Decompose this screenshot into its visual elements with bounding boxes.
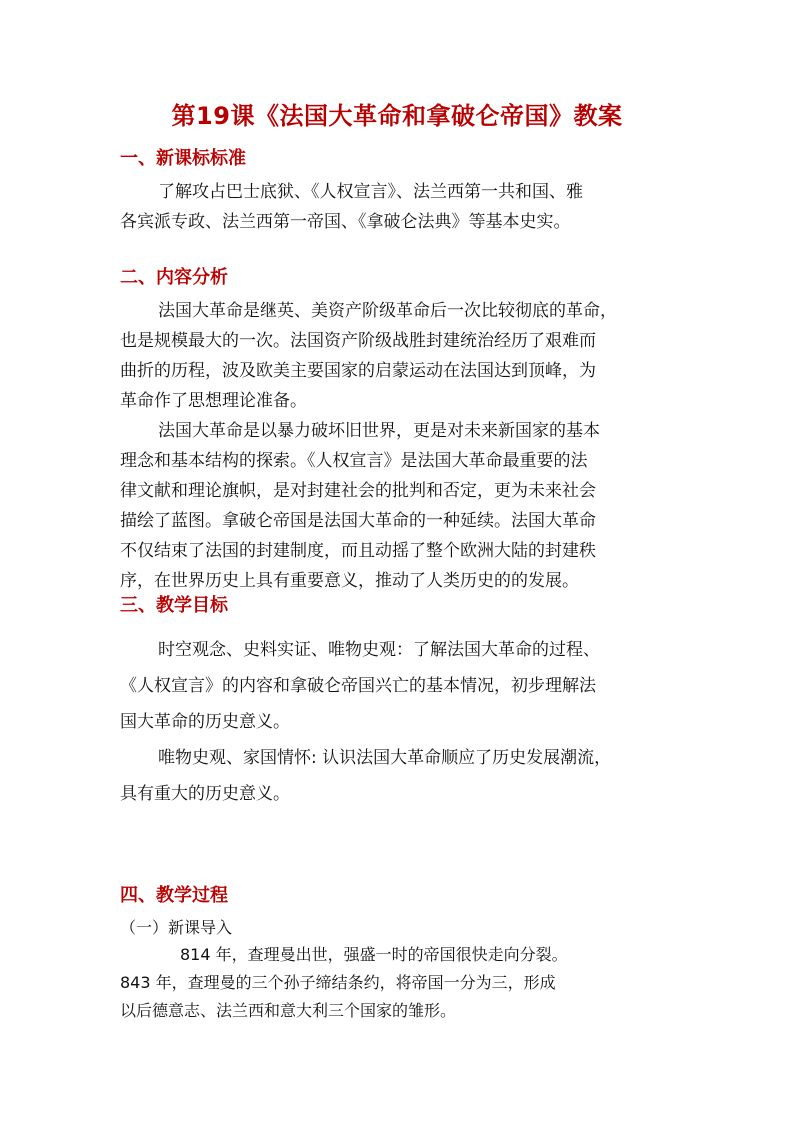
paragraph-line: 时空观念、史料实证、唯物史观：了解法国大革命的过程、 bbox=[158, 640, 600, 660]
section-heading-content-analysis: 二、内容分析 bbox=[120, 267, 228, 288]
paragraph-line: 以后德意志、法兰西和意大利三个国家的雏形。 bbox=[120, 1001, 457, 1020]
paragraph-line: 曲折的历程，波及欧美主要国家的启蒙运动在法国达到顶峰，为 bbox=[120, 361, 596, 381]
paragraph-line: 革命作了思想理论准备。 bbox=[120, 391, 307, 411]
content-analysis-paragraph-2 bbox=[120, 416, 680, 596]
section-heading-teaching-process: 四、教学过程 bbox=[120, 885, 228, 906]
paragraph-line: 了解攻占巴士底狱、《人权宣言》、法兰西第一共和国、雅 bbox=[158, 182, 583, 202]
paragraph-line: 法国大革命是继英、美资产阶级革命后一次比较彻底的革命， bbox=[158, 301, 617, 321]
paragraph-line: 843 年，查理曼的三个孙子缔结条约，将帝国一分为三，形成 bbox=[120, 973, 556, 992]
paragraph-line: 唯物史观、家国情怀: 认识法国大革命顺应了历史发展潮流， bbox=[158, 748, 612, 768]
paragraph-line: 《人权宣言》的内容和拿破仑帝国兴亡的基本情况，初步理解法 bbox=[120, 676, 596, 696]
paragraph-line: 具有重大的历史意义。 bbox=[120, 784, 290, 804]
paragraph-line: 律文献和理论旗帜，是对封建社会的批判和否定，更为未来社会 bbox=[120, 481, 596, 501]
curriculum-standard-paragraph bbox=[120, 177, 680, 237]
paragraph-line: 也是规模最大的一次。法国资产阶级战胜封建统治经历了艰难而 bbox=[120, 331, 596, 351]
content-analysis-paragraph-1 bbox=[120, 296, 680, 416]
paragraph-line: 各宾派专政、法兰西第一帝国、《拿破仑法典》等基本史实。 bbox=[120, 212, 571, 232]
document-title: 第19课《法国大革命和拿破仑帝国》教案 bbox=[171, 102, 623, 130]
paragraph-line: 不仅结束了法国的封建制度，而且动摇了整个欧洲大陆的封建秩 bbox=[120, 541, 596, 561]
section-heading-teaching-goals: 三、教学目标 bbox=[120, 595, 228, 616]
paragraph-line: 序，在世界历史上具有重要意义，推动了人类历史的的发展。 bbox=[120, 571, 579, 591]
section-heading-curriculum-standard: 一、新课标标准 bbox=[120, 148, 246, 169]
paragraph-line: 814 年，查理曼出世，强盛一时的帝国很快走向分裂。 bbox=[180, 945, 568, 964]
paragraph-line: 法国大革命是以暴力破坏旧世界，更是对未来新国家的基本 bbox=[158, 421, 600, 441]
paragraph-line: 理念和基本结构的探索。《人权宣言》是法国大革命最重要的法 bbox=[120, 451, 588, 471]
teaching-process-subheading: （一）新课导入 bbox=[120, 918, 233, 937]
paragraph-line: 国大革命的历史意义。 bbox=[120, 712, 290, 732]
paragraph-line: 描绘了蓝图。拿破仑帝国是法国大革命的一种延续。法国大革命 bbox=[120, 511, 596, 531]
new-lesson-intro-paragraph bbox=[120, 941, 680, 1025]
teaching-goals-paragraph bbox=[120, 632, 680, 812]
